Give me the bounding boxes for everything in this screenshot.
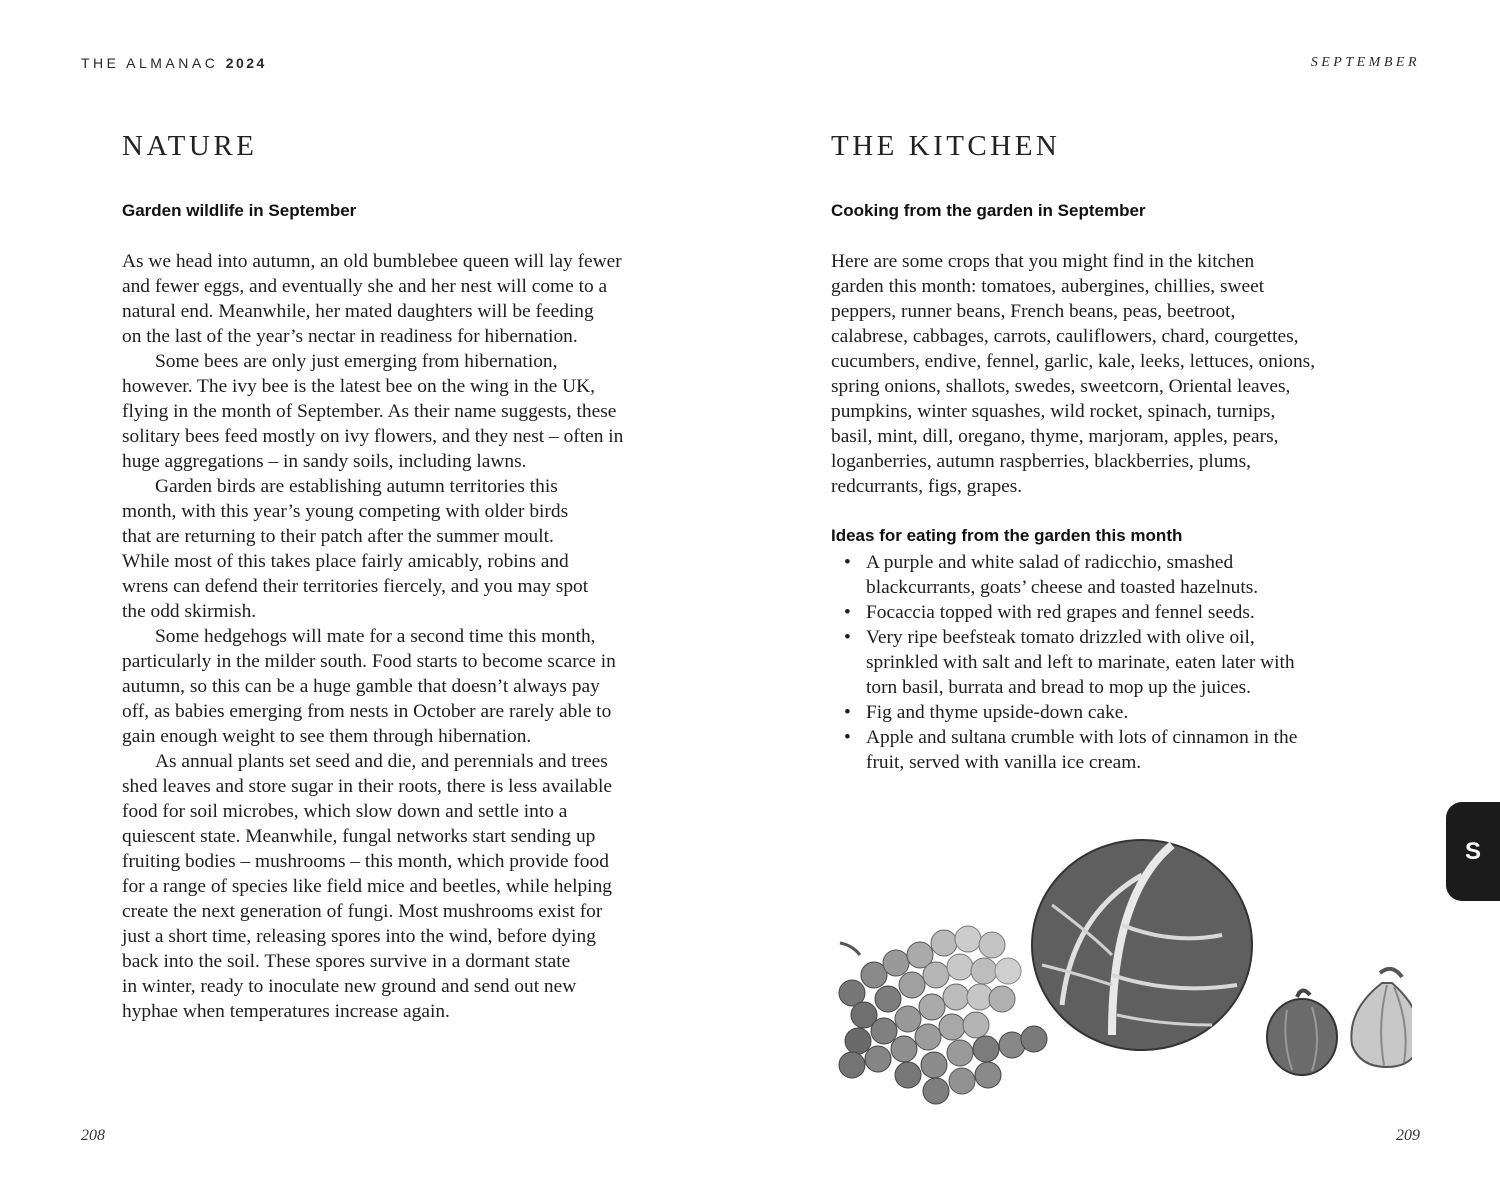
text-line: that are returning to their patch after the summer moult. xyxy=(122,526,554,547)
text-line: Fig and thyme upside-down cake. xyxy=(866,702,1129,723)
running-head-right: SEPTEMBER xyxy=(1310,55,1420,70)
text-line: in winter, ready to inoculate new ground and send out new xyxy=(122,976,577,997)
thumb-tab-letter: S xyxy=(1464,837,1481,865)
bullet-icon: • xyxy=(844,727,851,748)
text-line: fruit, served with vanilla ice cream. xyxy=(866,752,1142,773)
nature-paragraph xyxy=(122,624,682,749)
text-line: back into the soil. These spores survive in a dormant state xyxy=(122,951,571,972)
running-head-left xyxy=(81,55,267,71)
text-line: just a short time, releasing spores into the wind, before dying xyxy=(122,926,596,947)
garlic-illustration xyxy=(1351,969,1412,1067)
text-line: redcurrants, figs, grapes. xyxy=(831,476,1023,497)
text-line: Some hedgehogs will mate for a second time this month, xyxy=(155,626,596,647)
text-line: pumpkins, winter squashes, wild rocket, spinach, turnips, xyxy=(831,401,1276,422)
text-line: hyphae when temperatures increase again. xyxy=(122,1001,450,1022)
kitchen-intro-text xyxy=(831,249,1411,499)
text-line: Garden birds are establishing autumn territories this xyxy=(155,476,558,497)
list-item xyxy=(831,725,1431,775)
text-line: off, as babies emerging from nests in October are rarely able to xyxy=(122,701,612,722)
text-line: Focaccia topped with red grapes and fennel seeds. xyxy=(866,602,1255,623)
text-line: garden this month: tomatoes, aubergines, chillies, sweet xyxy=(831,276,1265,297)
nature-paragraph xyxy=(122,349,682,474)
text-line: sprinkled with salt and left to marinate, eaten later with xyxy=(866,652,1295,673)
text-line: Some bees are only just emerging from hibernation, xyxy=(155,351,558,372)
text-line: blackcurrants, goats’ cheese and toasted hazelnuts. xyxy=(866,577,1259,598)
almanac-year: 2024 xyxy=(225,55,267,71)
nature-paragraph xyxy=(122,749,682,1024)
text-line: Apple and sultana crumble with lots of cinnamon in the xyxy=(866,727,1298,748)
text-line: A purple and white salad of radicchio, smashed xyxy=(866,552,1234,573)
text-line: basil, mint, dill, oregano, thyme, marjoram, apples, pears, xyxy=(831,426,1279,447)
thumb-tab xyxy=(1446,802,1500,901)
text-line: As annual plants set seed and die, and perennials and trees xyxy=(155,751,608,772)
text-line: shed leaves and store sugar in their roots, there is less available xyxy=(122,776,613,797)
text-line: and fewer eggs, and eventually she and her nest will come to a xyxy=(122,276,608,297)
text-line: flying in the month of September. As their name suggests, these xyxy=(122,401,617,422)
text-line: huge aggregations – in sandy soils, including lawns. xyxy=(122,451,527,472)
section-title-nature: NATURE xyxy=(122,130,258,162)
text-line: solitary bees feed mostly on ivy flowers, and they nest – often in xyxy=(122,426,624,447)
page-number-left: 208 xyxy=(81,1127,105,1144)
section-title-kitchen: THE KITCHEN xyxy=(831,130,1061,162)
subheading-cooking: Cooking from the garden in September xyxy=(831,201,1146,220)
text-line: loganberries, autumn raspberries, blackberries, plums, xyxy=(831,451,1251,472)
text-line: Here are some crops that you might find in the kitchen xyxy=(831,251,1255,272)
page-number-right: 209 xyxy=(1396,1127,1420,1144)
text-line: food for soil microbes, which slow down and settle into a xyxy=(122,801,568,822)
text-line: spring onions, shallots, swedes, sweetcorn, Oriental leaves, xyxy=(831,376,1291,397)
grapes-illustration xyxy=(839,926,1047,1104)
nature-paragraph xyxy=(122,249,682,349)
text-line: cucumbers, endive, fennel, garlic, kale, leeks, lettuces, onions, xyxy=(831,351,1316,372)
ideas-list xyxy=(831,550,1431,775)
text-line: While most of this takes place fairly amicably, robins and xyxy=(122,551,569,572)
text-line: month, with this year’s young competing with older birds xyxy=(122,501,569,522)
text-line: peppers, runner beans, French beans, peas, beetroot, xyxy=(831,301,1236,322)
list-item xyxy=(831,600,1431,625)
fig-illustration xyxy=(1267,990,1337,1075)
nature-paragraph xyxy=(122,474,682,624)
almanac-title: THE ALMANAC xyxy=(81,55,219,71)
text-line: particularly in the milder south. Food starts to become scarce in xyxy=(122,651,616,672)
bullet-icon: • xyxy=(844,702,851,723)
text-line: autumn, so this can be a huge gamble that doesn’t always pay xyxy=(122,676,600,697)
text-line: wrens can defend their territories fiercely, and you may spot xyxy=(122,576,589,597)
text-line: quiescent state. Meanwhile, fungal networks start sending up xyxy=(122,826,596,847)
text-line: torn basil, burrata and bread to mop up the juices. xyxy=(866,677,1252,698)
text-line: natural end. Meanwhile, her mated daughters will be feeding xyxy=(122,301,594,322)
text-line: Very ripe beefsteak tomato drizzled with olive oil, xyxy=(866,627,1255,648)
text-line: on the last of the year’s nectar in readiness for hibernation. xyxy=(122,326,578,347)
text-line: gain enough weight to see them through hibernation. xyxy=(122,726,532,747)
subheading-garden-wildlife: Garden wildlife in September xyxy=(122,201,357,220)
list-item xyxy=(831,625,1431,700)
nature-body-text xyxy=(122,249,682,1024)
radicchio-illustration xyxy=(1032,840,1252,1050)
bullet-icon: • xyxy=(844,627,851,648)
list-item xyxy=(831,700,1431,725)
text-line: As we head into autumn, an old bumblebee queen will lay fewer xyxy=(122,251,622,272)
text-line: create the next generation of fungi. Most mushrooms exist for xyxy=(122,901,603,922)
produce-illustration xyxy=(812,835,1412,1115)
right-page xyxy=(750,0,1500,1202)
text-line: fruiting bodies – mushrooms – this month, which provide food xyxy=(122,851,609,872)
bullet-icon: • xyxy=(844,552,851,573)
text-line: for a range of species like field mice and beetles, while helping xyxy=(122,876,612,897)
list-item xyxy=(831,550,1431,600)
text-line: the odd skirmish. xyxy=(122,601,257,622)
ideas-heading: Ideas for eating from the garden this month xyxy=(831,526,1183,545)
text-line: however. The ivy bee is the latest bee on the wing in the UK, xyxy=(122,376,595,397)
text-line: calabrese, cabbages, carrots, cauliflowers, chard, courgettes, xyxy=(831,326,1299,347)
bullet-icon: • xyxy=(844,602,851,623)
